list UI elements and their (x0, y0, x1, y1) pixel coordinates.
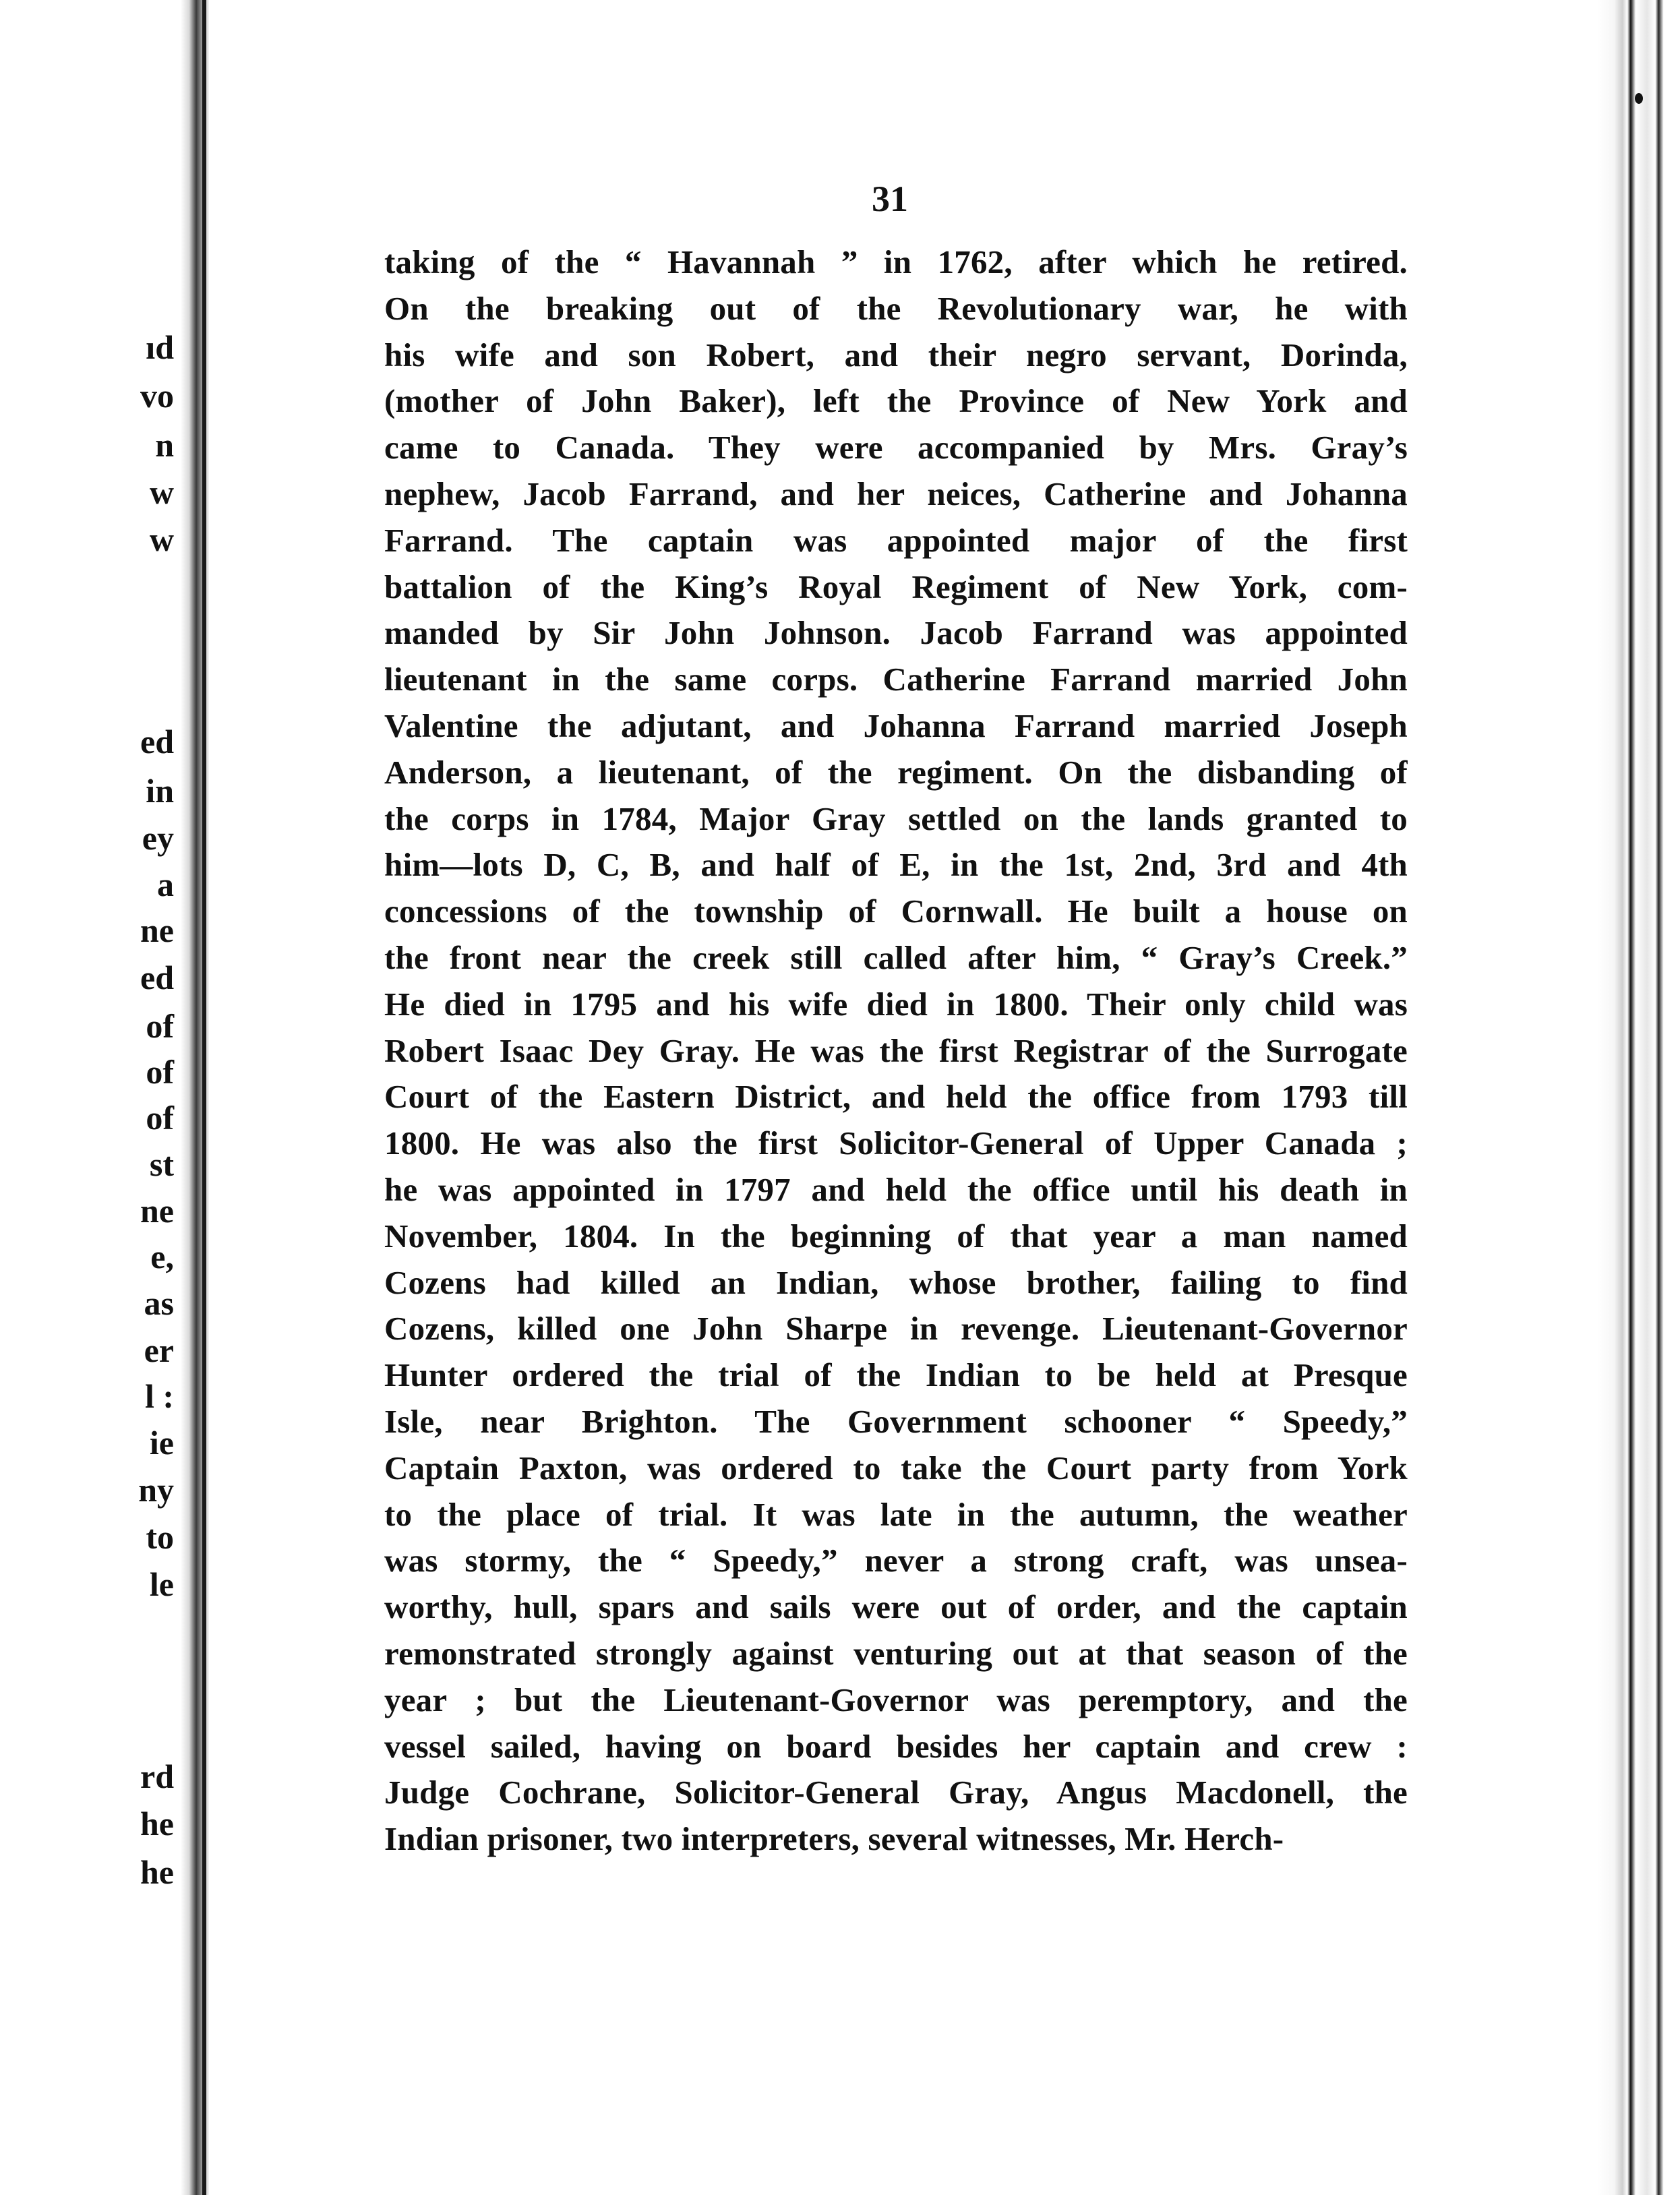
facing-page-fragment: as (144, 1284, 174, 1322)
text-line: Cozens, killed one John Sharpe in revenge. Lieutenant-Governor (384, 1310, 1408, 1348)
text-line: 1800. He was also the first Solicitor-General of Upper Canada ; (384, 1124, 1408, 1162)
facing-page-fragment: e, (150, 1238, 174, 1275)
text-line: came to Canada. They were accompanied by Mrs. Gray’s (384, 429, 1408, 467)
text-line: Farrand. The captain was appointed major of the first (384, 521, 1408, 559)
facing-page-fragment: rd (140, 1757, 174, 1795)
facing-page-fragment: ed (140, 959, 174, 996)
facing-page-fragment: ny (138, 1471, 174, 1509)
text-line: taking of the “ Havannah ” in 1762, after which he retired. (384, 243, 1408, 280)
facing-page-fragment: of (146, 1099, 174, 1137)
facing-page-fragment: ed (140, 723, 174, 760)
facing-page-fragment: a (157, 866, 174, 903)
text-line: him—lots D, C, B, and half of E, in the 1st, 2nd, 3rd and 4th (384, 846, 1408, 884)
facing-page-edge (0, 0, 189, 2195)
text-line: Captain Paxton, was ordered to take the Court party from York (384, 1449, 1408, 1486)
text-line: battalion of the King’s Royal Regiment of New York, com- (384, 568, 1408, 605)
text-line: November, 1804. In the beginning of that year a man named (384, 1217, 1408, 1255)
text-line: He died in 1795 and his wife died in 1800. Their only child was (384, 985, 1408, 1023)
text-line: Valentine the adjutant, and Johanna Farrand married Joseph (384, 706, 1408, 744)
text-line: Hunter ordered the trial of the Indian to be held at Presque (384, 1356, 1408, 1394)
text-line: (mother of John Baker), left the Province of New York and (384, 382, 1408, 420)
text-line: Court of the Eastern District, and held the office from 1793 till (384, 1078, 1408, 1116)
book-gutter-line (202, 0, 206, 2195)
text-line: concessions of the township of Cornwall. He built a house on (384, 893, 1408, 930)
facing-page-fragment: he (140, 1805, 174, 1842)
text-line: his wife and son Robert, and their negro servant, Dorinda, (384, 336, 1408, 373)
facing-page-fragment: he (140, 1853, 174, 1891)
text-line: the front near the creek still called after him, “ Gray’s Creek.” (384, 938, 1408, 976)
facing-page-fragment: n (155, 426, 174, 464)
text-line: nephew, Jacob Farrand, and her neices, Catherine and Johanna (384, 475, 1408, 512)
facing-page-fragment: ıd (146, 328, 174, 366)
text-line: was stormy, the “ Speedy,” never a strong craft, was unsea- (384, 1542, 1408, 1580)
facing-page-fragment: ne (140, 911, 174, 949)
body-text (384, 239, 1408, 1863)
text-line: the corps in 1784, Major Gray settled on the lands granted to (384, 800, 1408, 837)
text-line: Isle, near Brighton. The Government schooner “ Speedy,” (384, 1402, 1408, 1440)
text-line: Indian prisoner, two interpreters, several witnesses, Mr. Herch- (384, 1820, 1284, 1858)
facing-page-fragment: in (146, 772, 174, 810)
text-line: to the place of trial. It was late in the autumn, the weather (384, 1495, 1408, 1533)
facing-page-fragment: ey (142, 819, 174, 857)
edge-mark (1635, 93, 1643, 104)
text-line: manded by Sir John Johnson. Jacob Farrand was appointed (384, 614, 1408, 652)
text-line: Robert Isaac Dey Gray. He was the first Registrar of the Surrogate (384, 1031, 1408, 1069)
text-line: lieutenant in the same corps. Catherine Farrand married John (384, 661, 1408, 698)
text-line: worthy, hull, spars and sails were out of order, and the captain (384, 1588, 1408, 1626)
text-line: vessel sailed, having on board besides her captain and crew : (384, 1727, 1408, 1765)
facing-page-fragment: of (146, 1053, 174, 1091)
facing-page-fragment: st (149, 1145, 174, 1183)
text-line: Cozens had killed an Indian, whose brother, failing to find (384, 1263, 1408, 1301)
page-stack-edge (1598, 0, 1680, 2195)
facing-page-fragment: w (149, 520, 174, 558)
facing-page-fragment: ie (149, 1424, 174, 1462)
facing-page-fragment: vo (140, 377, 174, 415)
text-line: remonstrated strongly against venturing out at that season of the (384, 1634, 1408, 1672)
facing-page-fragment: le (149, 1565, 174, 1603)
facing-page-fragment: to (146, 1518, 174, 1556)
facing-page-fragment: l : (144, 1377, 174, 1415)
facing-page-fragment: of (146, 1007, 174, 1045)
text-line: On the breaking out of the Revolutionary war, he with (384, 289, 1408, 327)
text-line: Judge Cochrane, Solicitor-General Gray, Angus Macdonell, the (384, 1774, 1408, 1811)
facing-page-fragment: er (144, 1331, 174, 1369)
text-line: Anderson, a lieutenant, of the regiment. On the disbanding of (384, 753, 1408, 791)
facing-page-fragment: ne (140, 1192, 174, 1230)
facing-page-fragment: w (149, 473, 174, 511)
text-line: he was appointed in 1797 and held the office until his death in (384, 1170, 1408, 1208)
text-line: year ; but the Lieutenant-Governor was peremptory, and the (384, 1681, 1408, 1718)
page-number: 31 (872, 179, 908, 219)
